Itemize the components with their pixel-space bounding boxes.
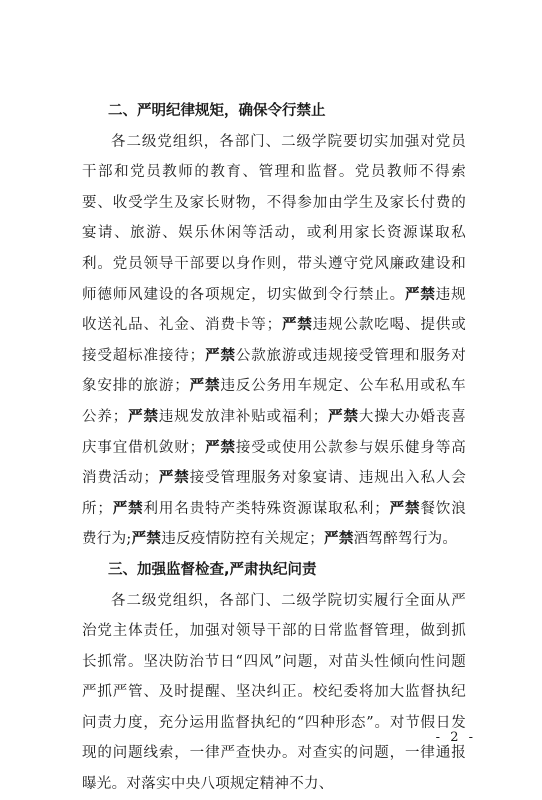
prohibition-keyword: 严禁 (327, 408, 359, 425)
section-3-heading: 三、加强监督检查,严肃执纪问责 (108, 561, 317, 578)
paragraph-text-run: 大操大办婚丧喜庆事宜借机敛财； (82, 408, 466, 456)
paragraph-text-run: 接受管理服务对象宴请、违规出入私人会所； (82, 470, 467, 517)
prohibition-keyword: 严禁 (112, 500, 144, 517)
paragraph-text-run: 各二级党组织，各部门、二级学院要切实加强对党员干部和党员教师的教育、管理和监督。党员教师不得索要、收受学生及家长财物，不得参加由学生及家长付费的宴请、旅游、娱乐休闲等活动，或利用家长资源谋取私利。党员领导干部要以身作则，带头遵守党风廉政建设和师德师风建设的各项规定，切实做到令行禁止。 (82, 133, 466, 303)
prohibition-keyword: 严禁 (131, 531, 162, 548)
document-body (82, 96, 466, 800)
prohibition-keyword: 严禁 (204, 439, 236, 456)
paragraph-text-run: 接受或使用公款参与娱乐健身等高消费活动； (82, 439, 466, 487)
prohibition-keyword: 严禁 (127, 408, 159, 425)
section-2-paragraph (82, 127, 466, 555)
prohibition-keyword: 严禁 (324, 531, 354, 548)
paragraph-text-run: 违规发放津补贴或福利； (158, 408, 328, 425)
paragraph-text-run: 违反疫情防控有关规定； (161, 531, 325, 548)
prohibition-keyword: 严禁 (189, 378, 221, 395)
paragraph-text-run: 利用名贵特产类特殊资源谋取私利； (143, 500, 390, 517)
prohibition-keyword: 严禁 (281, 317, 313, 334)
page-number: - 2 - (435, 730, 476, 745)
paragraph-text-run: 酒驾醉驾行为。 (353, 531, 458, 548)
paragraph-text-run: 违规公款吃喝、提供或接受超标准接待； (82, 317, 467, 364)
paragraph-text-run: 公款旅游或违规接受管理和服务对象安排的旅游； (82, 347, 466, 395)
prohibition-keyword: 严禁 (204, 347, 236, 364)
prohibition-keyword: 严禁 (405, 286, 436, 303)
prohibition-keyword: 严禁 (389, 500, 421, 517)
section-2-heading: 二、严明纪律规矩，确保令行禁止 (108, 103, 326, 119)
prohibition-keyword: 严禁 (158, 470, 190, 487)
paragraph-text-run: 餐饮浪费行为; (82, 500, 467, 548)
paragraph-text-run: 违反公务用车规定、公车私用或私车公养； (82, 378, 466, 425)
paragraph-text-run: 违规收送礼品、礼金、消费卡等； (82, 286, 466, 334)
section-3-paragraph: 各二级党组织，各部门、二级学院切实履行全面从严治党主体责任，加强对领导干部的日常监督管理，做到抓长抓常。坚决防治节日“四风”问题，对苗头性倾向性问题严抓严管、及时提醒、坚决纠正。校纪委将加大监督执纪问责力度，充分运用监督执纪的“四种形态”。对节假日发现的问题线索，一律严查快办。对查实的问题，一律通报曝光。对落实中央八项规定精神不力、 (82, 592, 466, 793)
